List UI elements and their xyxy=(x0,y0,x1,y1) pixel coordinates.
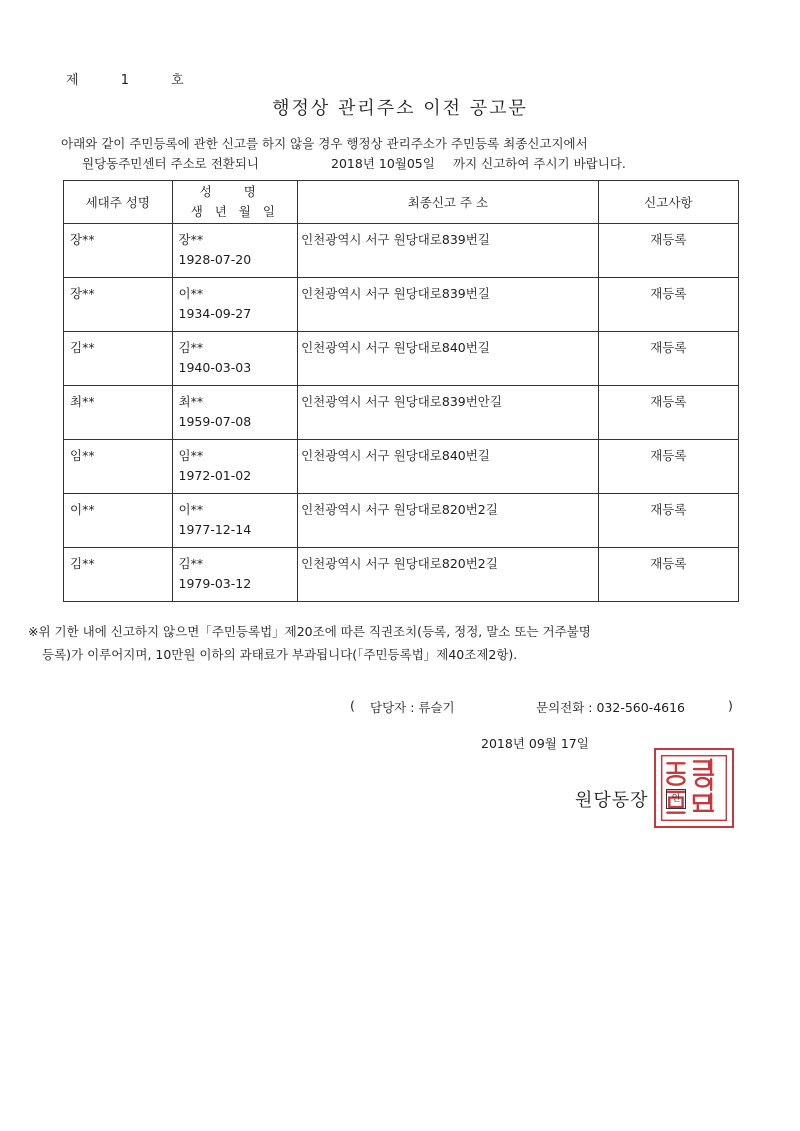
cell-birth: 1977-12-14 xyxy=(178,522,252,537)
cell-birth: 1972-01-02 xyxy=(178,468,252,483)
table-header-row xyxy=(64,181,739,224)
cell-householder: 최** xyxy=(64,386,173,440)
intro-deadline: 2018년 10월05일 xyxy=(331,156,435,171)
cell-address: 인천광역시 서구 원당대로840번길 xyxy=(298,332,599,386)
cell-address: 인천광역시 서구 원당대로839번길 xyxy=(298,224,599,278)
cell-name: 김** xyxy=(178,556,204,571)
document-number xyxy=(66,69,184,88)
cell-householder: 김** xyxy=(64,332,173,386)
doc-number-prefix: 제 xyxy=(66,73,79,88)
cell-householder: 이** xyxy=(64,494,173,548)
cell-name: 최** xyxy=(178,394,204,409)
table-row xyxy=(64,494,739,548)
cell-report: 재등록 xyxy=(598,494,738,548)
cell-birth: 1959-07-08 xyxy=(178,414,252,429)
header-address: 최종신고 주 소 xyxy=(298,181,599,224)
header-report: 신고사항 xyxy=(598,181,738,224)
contact-person: 담당자 : 류슬기 xyxy=(370,700,455,715)
cell-report: 재등록 xyxy=(598,440,738,494)
cell-birth: 1934-09-27 xyxy=(178,306,252,321)
cell-name: 이** xyxy=(178,502,204,517)
cell-householder: 장** xyxy=(64,278,173,332)
cell-birth: 1940-03-03 xyxy=(178,360,252,375)
cell-report: 재등록 xyxy=(598,278,738,332)
table-row xyxy=(64,224,739,278)
cell-birth: 1979-03-12 xyxy=(178,576,252,591)
cell-name-birth xyxy=(172,224,298,278)
page-title: 행정상 관리주소 이전 공고문 xyxy=(272,98,528,119)
cell-report: 재등록 xyxy=(598,548,738,602)
header-name-birth xyxy=(172,181,298,224)
doc-number-suffix: 호 xyxy=(171,73,184,88)
contact-close-paren: ) xyxy=(728,698,733,713)
notice-note-line-2: 등록)가 이루어지며, 10만원 이하의 과태료가 부과됩니다(「주민등록법」제40조제2항). xyxy=(42,647,518,662)
intro-line-1: 아래와 같이 주민등록에 관한 신고를 하지 않을 경우 행정상 관리주소가 주민등록 최종신고지에서 xyxy=(61,136,588,151)
cell-name: 이** xyxy=(178,286,204,301)
contact-phone: 문의전화 : 032-560-4616 xyxy=(536,700,686,715)
seal-stamp-icon xyxy=(656,750,732,826)
table-row xyxy=(64,332,739,386)
cell-report: 재등록 xyxy=(598,332,738,386)
cell-name: 장** xyxy=(178,232,204,247)
cell-householder: 김** xyxy=(64,548,173,602)
cell-address: 인천광역시 서구 원당대로840번길 xyxy=(298,440,599,494)
notice-date: 2018년 09월 17일 xyxy=(481,736,589,751)
cell-name-birth xyxy=(172,548,298,602)
cell-name-birth xyxy=(172,278,298,332)
intro-prefix: 원당동주민센터 주소로 전환되니 xyxy=(82,156,259,171)
cell-name-birth xyxy=(172,332,298,386)
cell-address: 인천광역시 서구 원당대로820번2길 xyxy=(298,548,599,602)
cell-address: 인천광역시 서구 원당대로839번길 xyxy=(298,278,599,332)
cell-address: 인천광역시 서구 원당대로839번안길 xyxy=(298,386,599,440)
cell-birth: 1928-07-20 xyxy=(178,252,252,267)
header-name: 성 명 xyxy=(199,184,270,199)
intro-suffix: 까지 신고하여 주시기 바랍니다. xyxy=(453,156,626,171)
contact-open-paren: ( xyxy=(350,698,355,713)
seal-mark: 인 xyxy=(666,789,686,809)
cell-report: 재등록 xyxy=(598,386,738,440)
cell-name: 김** xyxy=(178,340,204,355)
cell-name-birth xyxy=(172,494,298,548)
table-row xyxy=(64,440,739,494)
cell-name: 임** xyxy=(178,448,204,463)
cell-report: 재등록 xyxy=(598,224,738,278)
notice-table xyxy=(63,180,739,602)
official-seal xyxy=(654,748,734,828)
cell-name-birth xyxy=(172,440,298,494)
cell-name-birth xyxy=(172,386,298,440)
cell-address: 인천광역시 서구 원당대로820번2길 xyxy=(298,494,599,548)
cell-householder: 임** xyxy=(64,440,173,494)
notice-note-line-1: ※위 기한 내에 신고하지 않으면「주민등록법」제20조에 따른 직권조치(등록, 정정, 말소 또는 거주불명 xyxy=(28,624,591,639)
cell-householder: 장** xyxy=(64,224,173,278)
table-row xyxy=(64,386,739,440)
table-row xyxy=(64,278,739,332)
signer-title: 원당동장 xyxy=(575,790,649,811)
table-row xyxy=(64,548,739,602)
header-householder: 세대주 성명 xyxy=(64,181,173,224)
doc-number-value: 1 xyxy=(120,73,129,88)
header-birth: 생 년 월 일 xyxy=(190,204,279,219)
